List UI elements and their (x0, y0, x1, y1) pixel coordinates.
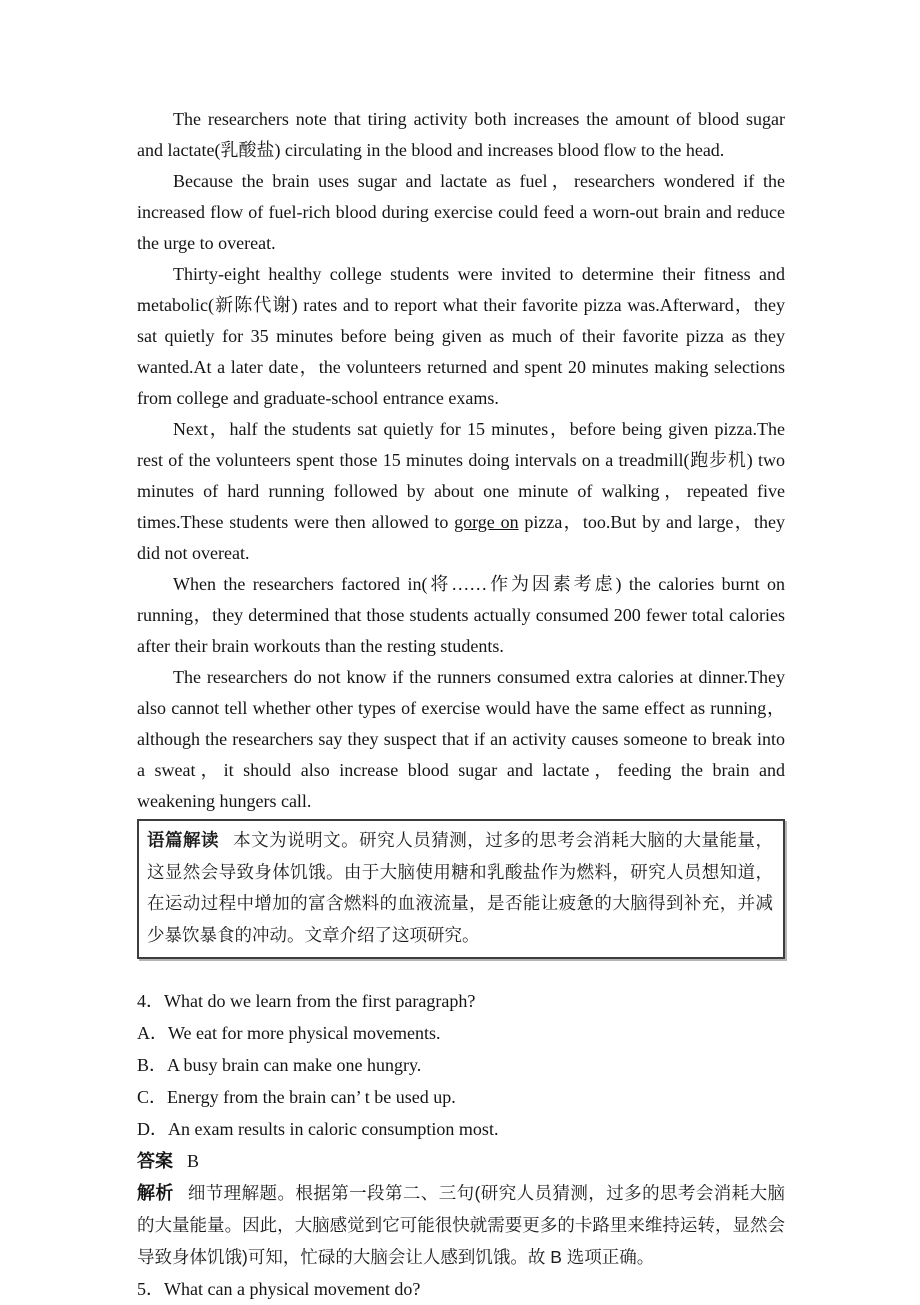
article-paragraph-3: Thirty-eight healthy college students were invited to determine their fitness and metabolic(新陈代谢) rates and to report what their favorite pizza was.Afterward，they sat quietly for 35 minutes before being given as much of their favorite pizza as they wanted.At a later date，the volunteers returned and spent 20 minutes making selections from college and graduate-school entrance exams. (137, 264, 785, 408)
analysis-label: 解析 (137, 1183, 174, 1203)
article-paragraph-5: When the researchers factored in(将……作为因素考虑) the calories burnt on running，they determined that those students actually consumed 200 fewer total calories after their brain workouts than the resting students. (137, 574, 785, 656)
article-paragraph-6: The researchers do not know if the runners consumed extra calories at dinner.They also cannot tell whether other types of exercise would have the same effect as running，although the researchers say they suspect that if an activity causes someone to break into a sweat，it should also increase blood sugar and lactate，feeding the brain and weakening hungers call. (137, 667, 785, 811)
passage-analysis-box (137, 819, 785, 959)
question-4-option-b: B．A busy brain can make one hungry. (137, 1055, 422, 1075)
question-4-option-d: D．An exam results in caloric consumption most. (137, 1119, 499, 1139)
question-4-stem: 4．What do we learn from the first paragraph? (137, 991, 476, 1011)
article-paragraph-1: The researchers note that tiring activity both increases the amount of blood sugar and lactate(乳酸盐) circulating in the blood and increases blood flow to the head. (137, 109, 785, 160)
analysis-text: 细节理解题。根据第一段第二、三句(研究人员猜测，过多的思考会消耗大脑的大量能量。因此，大脑感觉到它可能很快就需要更多的卡路里来维持运转，显然会导致身体饥饿)可知，忙碌的大脑会让人感到饥饿。故 B 选项正确。 (137, 1183, 786, 1267)
question-4-option-c: C．Energy from the brain can’ t be used up. (137, 1087, 456, 1107)
article-paragraph-4 (137, 414, 785, 569)
question-4-analysis-line (137, 1177, 785, 1273)
paragraph-4-tail-text: pizza，too.But by and large，they did not overeat. (137, 512, 785, 563)
passage-analysis-text: 本文为说明文。研究人员猜测，过多的思考会消耗大脑的大量能量，这显然会导致身体饥饿。由于大脑使用糖和乳酸盐作为燃料，研究人员想知道，在运动过程中增加的富含燃料的血液流量，是否能让疲惫的大脑得到补充，并减少暴饮暴食的冲动。文章介绍了这项研究。 (147, 830, 773, 945)
article-paragraph-2: Because the brain uses sugar and lactate as fuel，researchers wondered if the increased flow of fuel-rich blood during exercise could feed a worn-out brain and reduce the urge to overeat. (137, 171, 785, 253)
question-5-stem: 5．What can a physical movement do? (137, 1279, 421, 1299)
paragraph-4-lead-text: Next，half the students sat quietly for 15 minutes，before being given pizza.The rest of the volunteers spent those 15 minutes doing intervals on a treadmill(跑步机) two minutes of hard running followed by about one minute of walking，repeated five times.These students were then allowed to (137, 419, 785, 532)
question-4-answer-line (137, 1145, 785, 1177)
question-4-option-a: A．We eat for more physical movements. (137, 1023, 441, 1043)
answer-label: 答案 (137, 1151, 173, 1171)
question-section (137, 985, 785, 1305)
answer-value: B (187, 1151, 200, 1171)
passage-analysis-label: 语篇解读 (147, 830, 220, 850)
underlined-phrase: gorge on (454, 512, 519, 532)
